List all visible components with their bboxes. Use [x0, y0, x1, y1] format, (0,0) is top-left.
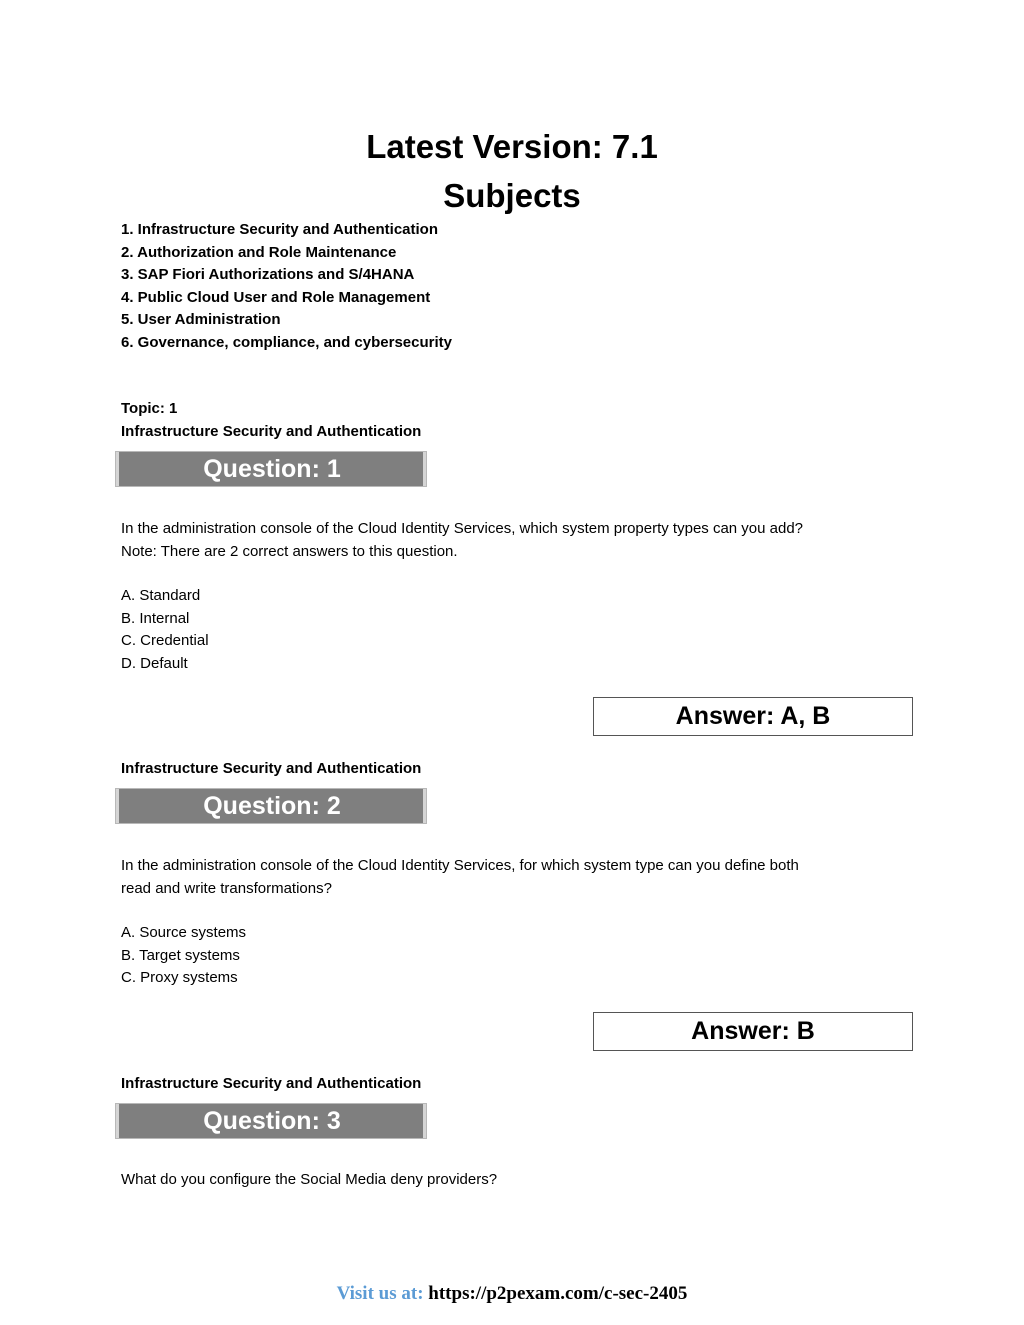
footer [0, 1282, 1024, 1306]
footer-url-link[interactable]: https://p2pexam.com/c-sec-2405 [428, 1283, 688, 1304]
option-item: B. Target systems [121, 946, 240, 964]
question-3-topic: Infrastructure Security and Authentication [121, 1075, 422, 1092]
subject-item: 2. Authorization and Role Maintenance [121, 243, 397, 261]
question-2-label: Question: 2 [203, 792, 341, 820]
question-text-line: In the administration console of the Cloud Identity Services, which system property types can you add? [121, 520, 804, 537]
question-2-topic: Infrastructure Security and Authentication [121, 760, 422, 777]
option-item: C. Proxy systems [121, 969, 238, 986]
question-1-label: Question: 1 [203, 455, 341, 483]
subject-item: 4. Public Cloud User and Role Management [121, 288, 431, 306]
question-text-line: Note: There are 2 correct answers to this question. [121, 542, 458, 560]
question-text-line: In the administration console of the Cloud Identity Services, for which system type can you define both [121, 857, 799, 874]
option-item: D. Default [121, 654, 188, 672]
question-1-text [121, 518, 803, 563]
subject-item: 5. User Administration [121, 311, 281, 328]
question-1-answer: Answer: A, B [675, 702, 831, 730]
topic-name: Infrastructure Security and Authentication [121, 423, 422, 440]
option-item: A. Standard [121, 587, 201, 604]
option-item: A. Source systems [121, 924, 247, 941]
subjects-list [121, 219, 452, 354]
question-2-answer: Answer: B [691, 1017, 815, 1045]
question-2-banner [115, 788, 427, 824]
question-1-banner [115, 451, 427, 487]
question-2-answer-box [593, 1012, 913, 1051]
question-2-options [121, 922, 246, 990]
question-3-label: Question: 3 [203, 1107, 341, 1135]
option-item: B. Internal [121, 609, 190, 627]
footer-visit-label: Visit us at: [336, 1283, 424, 1304]
question-1-answer-box [593, 697, 913, 736]
question-3-banner [115, 1103, 427, 1139]
question-3-text [121, 1169, 497, 1192]
question-1-options [121, 585, 209, 675]
subject-item: 3. SAP Fiori Authorizations and S/4HANA [121, 266, 415, 283]
question-text-line: read and write transformations? [121, 879, 332, 897]
topic-label: Topic: 1 [121, 400, 178, 417]
option-item: C. Credential [121, 632, 209, 649]
question-2-text [121, 855, 799, 900]
subjects-title: Subjects [443, 177, 581, 214]
question-text-line: What do you configure the Social Media deny providers? [121, 1171, 498, 1188]
version-title: Latest Version: 7.1 [366, 128, 658, 165]
subject-item: 1. Infrastructure Security and Authentication [121, 221, 438, 238]
subject-item: 6. Governance, compliance, and cybersecurity [121, 333, 452, 351]
